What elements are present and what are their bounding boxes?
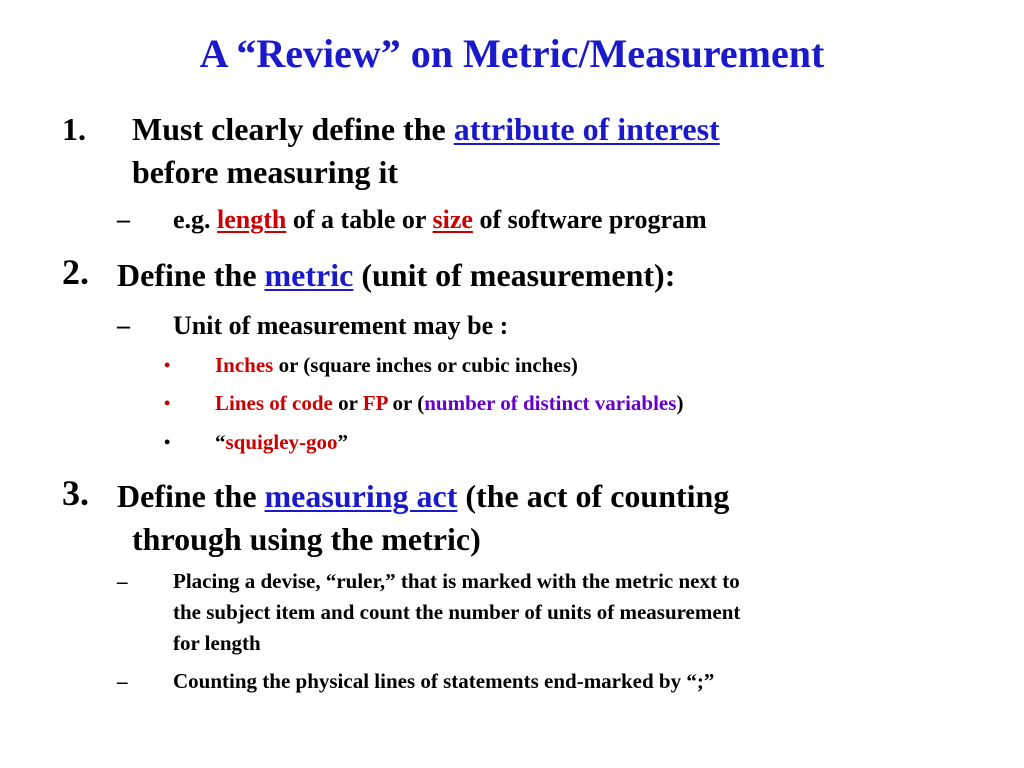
bullet-icon: • (164, 432, 171, 452)
item-2-number: 2. (62, 252, 89, 292)
dash-marker: – (117, 669, 128, 693)
bullet-icon: • (164, 393, 171, 413)
bullet-text: ) (676, 391, 684, 415)
bullet-text: or ( (387, 391, 425, 415)
length-link[interactable]: length (217, 205, 287, 234)
item-1-text: Must clearly define the (132, 111, 454, 147)
item-3-number: 3. (62, 473, 89, 513)
bullet-highlight: FP (362, 391, 388, 415)
item-2-text: Define the (117, 257, 265, 293)
item-3-text: (the act of counting (457, 478, 730, 514)
size-link[interactable]: size (432, 205, 473, 234)
bullet-purple: number of distinct variables (424, 391, 677, 415)
sub-text: of a table or (286, 205, 433, 234)
dash-marker: – (117, 569, 128, 593)
sub-text: Unit of measurement may be : (173, 311, 509, 340)
attribute-of-interest-link[interactable]: attribute of interest (453, 111, 720, 147)
bullet-icon: • (164, 355, 171, 375)
bullet-highlight: Lines of code (215, 391, 333, 415)
bullet-text: or (332, 391, 363, 415)
bullet-text: ” (337, 430, 349, 454)
item-2-text: (unit of measurement): (353, 257, 676, 293)
item-1-number: 1. (62, 111, 86, 147)
bullet-text: or (square inches or cubic inches) (273, 353, 578, 377)
item-3-text: Define the (117, 478, 265, 514)
sub-text: of software program (472, 205, 707, 234)
dash-marker: – (117, 205, 130, 234)
sub-text-line-1: Placing a devise, “ruler,” that is marked with the metric next to (173, 569, 740, 593)
sub-text: Counting the physical lines of statements end-marked by “;” (173, 669, 715, 693)
sub-text-line-3: for length (173, 631, 261, 655)
measuring-act-link[interactable]: measuring act (264, 478, 458, 514)
metric-link[interactable]: metric (264, 257, 354, 293)
item-3-line-2: through using the metric) (132, 521, 481, 557)
bullet-text: “ (215, 430, 226, 454)
item-1-line-2: before measuring it (132, 154, 399, 190)
bullet-highlight: Inches (215, 353, 274, 377)
sub-text-line-2: the subject item and count the number of units of measurement (173, 600, 741, 624)
sub-text: e.g. (173, 205, 218, 234)
bullet-highlight: squigley-goo (225, 430, 338, 454)
slide-title: A “Review” on Metric/Measurement (199, 31, 825, 76)
dash-marker: – (117, 311, 130, 340)
